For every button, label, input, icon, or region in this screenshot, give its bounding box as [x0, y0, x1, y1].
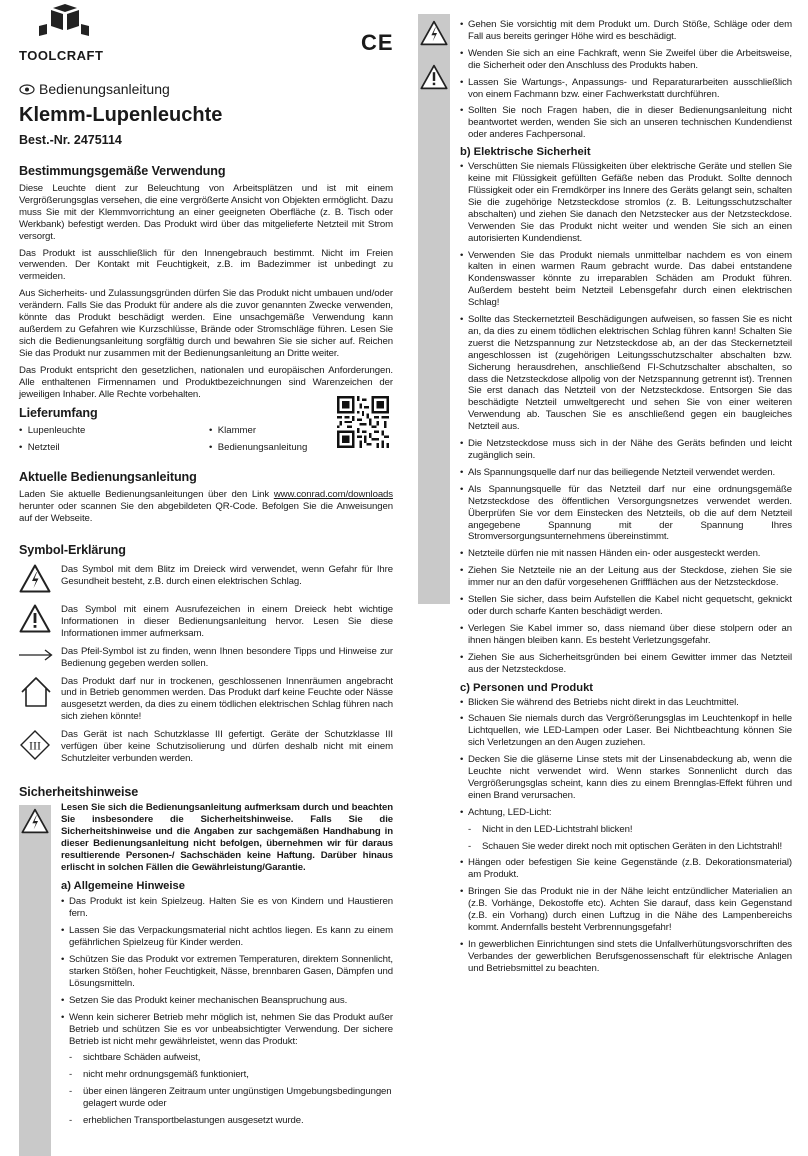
list-item: • Blicken Sie während des Betriebs nicht direkt in das Leuchtmittel. [460, 697, 792, 709]
list-item: • Setzen Sie das Produkt keiner mechanischen Beanspruchung aus. [61, 995, 393, 1007]
list-item: • Achtung, LED-Licht: [460, 807, 792, 819]
list-item: • Ziehen Sie aus Sicherheitsgründen bei einem Gewitter immer das Netzteil aus der Netzsteckdose. [460, 652, 792, 676]
manual-text: Laden Sie aktuelle Bedienungsanleitungen über den Link www.conrad.com/downloads herunter oder scannen Sie den abgebildeten QR-Code. Befolgen Sie die Anweisungen auf der Webseite. [19, 489, 393, 524]
symbols-heading: Symbol-Erklärung [19, 543, 126, 557]
download-link[interactable]: www.conrad.com/downloads [273, 489, 393, 500]
list-item: • Das Produkt ist kein Spielzeug. Halten Sie es von Kindern und Haustieren fern. [61, 896, 393, 920]
exclamation-triangle-icon [19, 604, 51, 633]
sub-item: - nicht mehr ordnungsgemäß funktioniert, [69, 1069, 393, 1081]
list-item: • Netzteile dürfen nie mit nassen Händen ein- oder ausgesteckt werden. [460, 548, 792, 560]
list-item: • Schützen Sie das Produkt vor extremen Temperaturen, direktem Sonnenlicht, starken Stößen, hoher Feuchtigkeit, Nässe, brennbaren Gasen, Dämpfen und Lösungsmitteln. [61, 954, 393, 990]
symbols-section [19, 543, 393, 772]
use-paragraph: Das Produkt ist ausschließlich für den Innengebrauch bestimmt. Nicht im Freien verwenden. Der Kontakt mit Feuchtigkeit, z.B. im Badezimmer ist unbedingt zu vermeiden. [19, 247, 393, 283]
sub-item: - erheblichen Transportbelastungen ausgesetzt wurde. [69, 1115, 393, 1127]
indoor-house-icon [19, 676, 53, 708]
symbol-text: Das Pfeil-Symbol ist zu finden, wenn Ihnen besondere Tipps und Hinweise zur Bedienung gegeben werden sollen. [61, 645, 393, 669]
list-item: • Verwenden Sie das Produkt niemals unmittelbar nachdem es von einem kalten in einen warmen Raum gebracht wurde. Das dabei entstandene Kondenswasser könnte zu irreparablen Schäden am Produkt führen. Außerdem besteht beim Netzteil Lebensgefahr durch einen elektrischen Schlag! [460, 250, 792, 310]
doc-type-line [19, 81, 170, 97]
electrical-list [460, 161, 792, 675]
general-heading: a) Allgemeine Hinweise [61, 880, 185, 893]
sub-item: - sichtbare Schäden aufweist, [69, 1052, 393, 1064]
list-item: • Als Spannungsquelle darf nur das beiliegende Netzteil verwendet werden. [460, 467, 792, 479]
symbol-text: Das Symbol mit einem Ausrufezeichen in einem Dreieck hebt wichtige Informationen in dieser Bedienungsanleitung hervor. Lesen Sie diese Informationen immer aufmerksam. [61, 604, 393, 639]
persons-sublist [468, 824, 792, 853]
symbol-row [19, 676, 393, 724]
toolcraft-logo-icon [19, 4, 109, 48]
delivery-item: • Lupenleuchte [19, 425, 86, 436]
safety-sidebar-right [418, 14, 450, 604]
list-item: • Bringen Sie das Produkt nie in der Nähe leicht entzündlicher Materialien an (z.B. Vorhänge, Dekostoffe etc). Achten Sie darauf, dass kein Gegenstand (z.B. ein Vorhang) durch einen Luftzug in die Nähe des Lampenbereichs kommt. Andernfalls besteht Verbrennungsgefahr! [460, 886, 792, 934]
general-list [61, 896, 393, 1047]
exclamation-triangle-icon [420, 64, 448, 90]
ce-mark: CE [361, 30, 394, 55]
symbol-row [19, 729, 393, 766]
use-paragraph: Aus Sicherheits- und Zulassungsgründen dürfen Sie das Produkt nicht umbauen und/oder verändern. Falls Sie das Produkt für andere als die zuvor genannten Zwecke verwenden, könnte das Produkt beschädigt werden. Eine unsachgemäße Verwendung kann außerdem zu Gefahren wie Kurzschlüsse, Brände oder Stromschläge führen. Lesen Sie sich die Bedienungsanleitung sorgfältig durch und bewahren Sie sie sicher auf. Reichen Sie das Produkt nur zusammen mit der Bedienungsanleitung an Dritte weiter. [19, 288, 393, 359]
delivery-heading: Lieferumfang [19, 406, 98, 420]
use-section [19, 164, 393, 405]
safety-sidebar [19, 805, 51, 1156]
persons-list [460, 697, 792, 819]
symbol-text: Das Produkt darf nur in trockenen, geschlossenen Innenräumen angebracht und in Betrieb genommen werden. Das Produkt darf keine Feuchte oder Nässe ausgesetzt werden, da dies zu einem tödlichen elektrischen Schlag führen nach sich ziehen könnte! [61, 675, 393, 723]
list-item: • Lassen Sie Wartungs-, Anpassungs- und Reparaturarbeiten ausschließlich von einem Fachmann bzw. einer Fachwerkstatt durchführen. [460, 77, 792, 101]
symbol-text: Das Gerät ist nach Schutzklasse III gefertigt. Geräte der Schutzklasse III verfügen über keine Schutzisolierung und dürfen deshalb nicht mit einem Schutzleiter verbunden werden. [61, 729, 393, 764]
protection-class-iii-icon [19, 729, 51, 761]
doc-type: Bedienungsanleitung [39, 81, 170, 97]
persons-heading: c) Personen und Produkt [460, 681, 594, 694]
use-paragraph: Das Produkt entspricht den gesetzlichen, nationalen und europäischen Anforderungen. Alle enthaltenen Firmennamen und Produktbezeichnungen sind Warenzeichen der jeweiligen Inhaber. Alle Rechte vorbehalten. [19, 364, 393, 400]
lightning-triangle-icon [21, 808, 49, 834]
brand-name: TOOLCRAFT [19, 48, 104, 63]
delivery-section [19, 406, 319, 454]
list-item: • Verschütten Sie niemals Flüssigkeiten über elektrische Geräte und stellen Sie keine mit Flüssigkeit gefüllten Gefäße neben das Produkt. Sollte dennoch Flüssigkeit oder ein Fremdkörper ins Innere des Geräts gelangt sein, schalten Sie die zugehörige Netzsteckdose stromlos (z. B. Leitungsschutzschalter abschalten) und ziehen Sie danach den Netzstecker aus der Netzsteckdose. Verwenden Sie das Produkt nicht weiter und wenden Sie sich an einen autorisierten Kundendienst. [460, 161, 792, 244]
general-list-cont [460, 19, 792, 141]
lightning-triangle-icon [420, 20, 448, 46]
safety-heading: Sicherheitshinweise [19, 785, 139, 799]
list-item: • Ziehen Sie Netzteile nie an der Leitung aus der Steckdose, ziehen Sie sie immer nur an den dafür vorgesehenen Griffflächen aus der Netzsteckdose. [460, 565, 792, 589]
list-item: • Decken Sie die gläserne Linse stets mit der Linsenabdeckung ab, wenn die Leuchte nicht verwendet wird. Wenn starkes Sonnenlicht durch das Vergrößerungsglas scheint, kann dies zu einem Brennglas-Effekt führen und einen Brand verursachen. [460, 754, 792, 802]
list-item: • Verlegen Sie Kabel immer so, dass niemand über diese stolpern oder an ihnen hängen bleiben kann. Es besteht Verletzungsgefahr. [460, 623, 792, 647]
symbol-row [19, 564, 393, 598]
list-item: • Lassen Sie das Verpackungsmaterial nicht achtlos liegen. Es kann zu einem gefährlichen Spielzeug für Kinder werden. [61, 925, 393, 949]
use-heading: Bestimmungsgemäße Verwendung [19, 164, 226, 178]
lightning-triangle-icon [19, 564, 51, 593]
list-item: • Als Spannungsquelle für das Netzteil darf nur eine ordnungsgemäße Netzsteckdose des öffentlichen Versorgungsnetzes verwendet werden. Überprüfen Sie vor dem Einstecken des Netzteils, ob die auf dem Netzteil angegebene Spannung mit der Spannung Ihres Stromversorgungsunternehmens übereinstimmt. [460, 484, 792, 544]
sub-item: - Schauen Sie weder direkt noch mit optischen Geräten in den Lichtstrahl! [468, 841, 792, 853]
safety-section [19, 785, 393, 1132]
manual-section [19, 470, 393, 530]
arrow-icon [19, 649, 53, 661]
safety-continued [460, 19, 792, 980]
list-item: • Sollte das Steckernetzteil Beschädigungen aufweisen, so fassen Sie es nicht an, da dies zu einem tödlichen elektrischen Schlag führen kann! Schalten Sie zuerst die Netzspannung zur Netzsteckdose ab, an der das Steckernetzteil angeschlossen ist (zugehörigen Leitungsschutzschalter abschalten bzw. Sicherung herausdrehen, anschließend FI-Schutzschalter abschalten, so dass die Netzsteckdose allpolig von der Netzspannung getrennt ist). Trennen Sie erst danach das Netzteil von der Netzsteckdose. Entsorgen Sie das beschädigte Netzteil umweltgerecht und sehen Sie von einer weiteren Verwendung ab. Tauschen Sie es anschließend gegen ein baugleiches Netzteil aus. [460, 314, 792, 433]
general-sublist [69, 1052, 393, 1127]
read-manual-icon [19, 84, 35, 95]
svg-text:III: III [29, 738, 41, 753]
symbol-text: Das Symbol mit dem Blitz im Dreieck wird verwendet, wenn Gefahr für Ihre Gesundheit besteht, z.B. durch einen elektrischen Schlag. [61, 564, 393, 587]
list-item: • Sollten Sie noch Fragen haben, die in dieser Bedienungsanleitung nicht beantwortet werden, wenden Sie sich an unseren technischen Kundendienst oder anderes Fachpersonal. [460, 105, 792, 141]
persons-list-cont [460, 857, 792, 974]
order-number: Best.-Nr. 2475114 [19, 133, 122, 147]
page-title: Klemm-Lupenleuchte [19, 104, 223, 126]
list-item: • Hängen oder befestigen Sie keine Gegenstände (z.B. Dekorationsmaterial) am Produkt. [460, 857, 792, 881]
sub-item: - über einen längeren Zeitraum unter ungünstigen Umgebungsbedingungen gelagert wurde oder [69, 1086, 393, 1110]
use-paragraph: Diese Leuchte dient zur Beleuchtung von Arbeitsplätzen und ist mit einem Vergrößerungsglas versehen, die eine vergrößerte Ansicht von Objekten ermöglicht. Dazu muss Sie mit der Klemmvorrichtung an einer geeigneten Oberfläche (z. B. Tisch oder Werkbank) befestigt werden. Das Produkt wird über das mitgelieferte Netzteil mit Strom versorgt. [19, 183, 393, 242]
manual-heading: Aktuelle Bedienungsanleitung [19, 470, 197, 484]
list-item: • Wenn kein sicherer Betrieb mehr möglich ist, nehmen Sie das Produkt außer Betrieb und schützen Sie es vor unbeabsichtigter Verwendung. Der sichere Betrieb ist nicht mehr gewährleistet, wenn das Produkt: [61, 1012, 393, 1048]
brand-logo [19, 4, 109, 64]
electrical-heading: b) Elektrische Sicherheit [460, 146, 591, 159]
delivery-item: • Bedienungsanleitung [209, 442, 308, 453]
symbol-row [19, 604, 393, 640]
list-item: • Wenden Sie sich an eine Fachkraft, wenn Sie Zweifel über die Arbeitsweise, die Sicherheit oder den Anschluss des Produkts haben. [460, 48, 792, 72]
sub-item: - Nicht in den LED-Lichtstrahl blicken! [468, 824, 792, 836]
delivery-item: • Netzteil [19, 442, 60, 453]
safety-intro: Lesen Sie sich die Bedienungsanleitung aufmerksam durch und beachten Sie insbesondere die Sicherheitshinweise. Falls Sie die Sicherheitshinweise und die Angaben zur sachgemäßen Handhabung in dieser Bedienungsanleitung nicht befolgen, übernehmen wir für daraus resultierende Personen-/ Sachschäden keine Haftung. Darüber hinaus erlischt in solchen Fällen die Gewährleistung/Garantie. [61, 802, 393, 873]
delivery-item: • Klammer [209, 425, 257, 436]
symbol-row [19, 646, 393, 670]
list-item: • In gewerblichen Einrichtungen sind stets die Unfallverhütungsvorschriften des Verbandes der gewerblichen Berufsgenossenschaft für elektrische Anlagen und Betriebsmittel zu beachten. [460, 939, 792, 975]
list-item: • Stellen Sie sicher, dass beim Aufstellen die Kabel nicht gequetscht, geknickt oder durch scharfe Kanten beschädigt werden. [460, 594, 792, 618]
list-item: • Schauen Sie niemals durch das Vergrößerungsglas im Leuchtenkopf in helle Lichtquellen, wie LED-Lampen oder Laser. Bei Nichtbeachtung können Sie sich Verletzungen an den Augen zuziehen. [460, 713, 792, 749]
list-item: • Die Netzsteckdose muss sich in der Nähe des Geräts befinden und leicht zugänglich sein. [460, 438, 792, 462]
list-item: • Gehen Sie vorsichtig mit dem Produkt um. Durch Stöße, Schläge oder dem Fall aus bereits geringer Höhe wird es beschädigt. [460, 19, 792, 43]
qr-code[interactable] [337, 396, 389, 448]
